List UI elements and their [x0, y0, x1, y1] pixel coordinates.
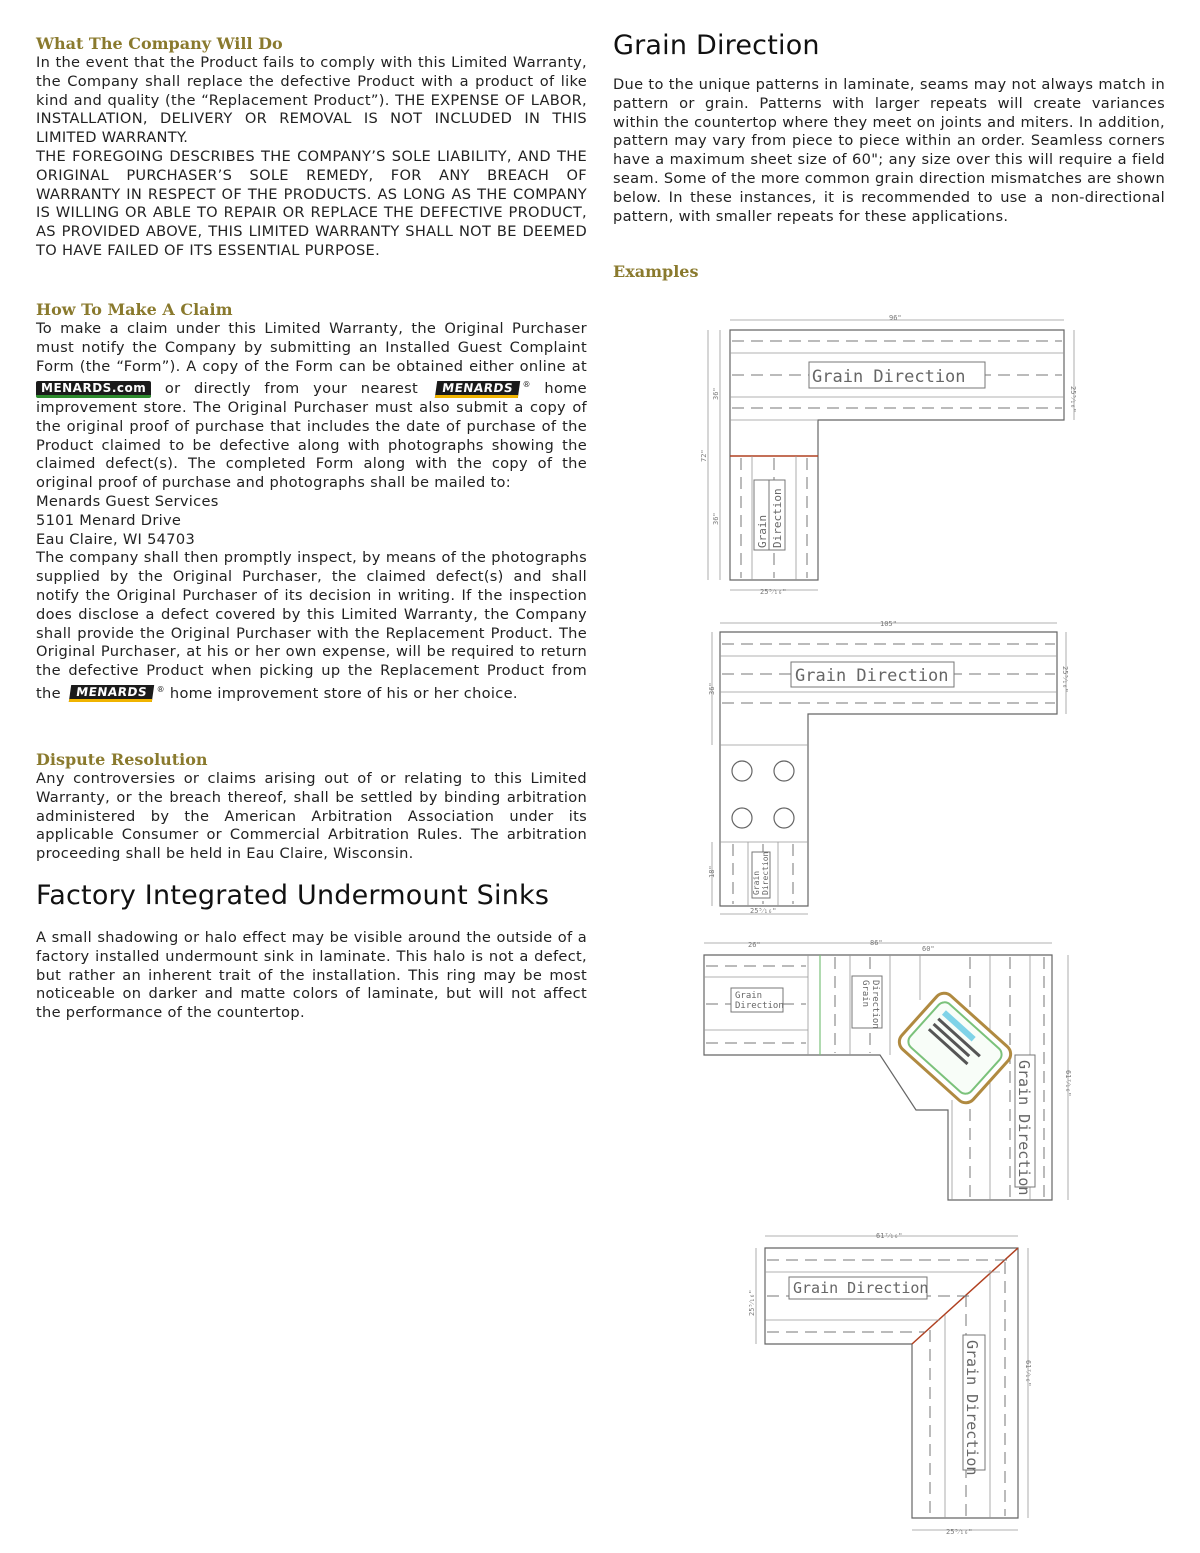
dimension-label: 61⁷⁄₁₆"	[1064, 1070, 1072, 1097]
company-paragraph-2: THE FOREGOING DESCRIBES THE COMPANY’S SOLE LIABILITY, AND THE ORIGINAL PURCHASER’S SOLE REMEDY, FOR ANY BREACH OF WARRANTY IN RESPECT OF THE PRODUCTS. AS LONG AS THE COMPANY IS WILLING OR ABLE TO REPAIR OR REPLACE THE DEFECTIVE PRODUCT, AS PROVIDED ABOVE, THIS LIMITED WARRANTY SHALL NOT BE DEEMED TO HAVE FAILED OF ITS ESSENTIAL PURPOSE.	[36, 147, 587, 259]
dimension-label: 25⁵⁄₁₆"	[748, 1289, 756, 1316]
grain-direction-label: Grain	[752, 870, 761, 895]
sinks-heading: Factory Integrated Undermount Sinks	[36, 880, 550, 911]
dimension-label: 61⁷⁄₁₆"	[1024, 1360, 1032, 1387]
company-heading: What The Company Will Do	[36, 34, 283, 53]
address-line-3: Eau Claire, WI 54703	[36, 530, 196, 548]
dimension-label: 25⁵⁄₁₆"	[946, 1528, 973, 1536]
claim-text-d: The company shall then promptly inspect, by means of the photographs supplied by the Original Purchaser, the claimed defect(s) and shall notify the Original Purchaser of its decision in writing. If the inspection does disclose a defect covered by this Limited Warranty, the Company shall provide the Original Purchaser with the Replacement Product. The Original Purchaser, at his or her own expense, will be required to return the defective Product when picking up the Replacement Product from the	[36, 549, 587, 702]
dimension-label: 61⁷⁄₁₆"	[876, 1232, 903, 1240]
grain-heading: Grain Direction	[613, 30, 820, 61]
diagram-1	[700, 314, 1077, 596]
grain-paragraph: Due to the unique patterns in laminate, seams may not always match in pattern or grain. Patterns with larger repeats will create variances within the countertop where they meet on joints and miters. In addition, pattern may vary from piece to piece within an order. Seamless corners have a maximum sheet size of 60"; any size over this will require a field seam. Some of the more common grain direction mismatches are shown below. In these instances, it is recommended to use a non-directional pattern, with smaller repeats for these applications.	[613, 76, 1165, 225]
sink-bowl	[895, 989, 1015, 1107]
dimension-label: 25⁵⁄₁₆"	[1061, 666, 1069, 693]
grain-direction-label: Direction	[771, 488, 784, 548]
dimension-label: 26"	[748, 941, 761, 949]
address-line-1: Menards Guest Services	[36, 493, 219, 511]
dimension-label: 96"	[889, 314, 902, 322]
grain-direction-label: Grain Direction	[795, 666, 949, 686]
claim-heading: How To Make A Claim	[36, 300, 233, 319]
sinks-paragraph: A small shadowing or halo effect may be visible around the outside of a factory installed undermount sink in laminate. This halo is not a defect, but rather an inherent trait of the installation. This ring may be most noticeable on darker and matte colors of laminate, but will not affect the performance of the countertop.	[36, 929, 587, 1022]
dimension-label: 86"	[870, 939, 883, 947]
dimension-label: 60"	[922, 945, 935, 953]
examples-heading: Examples	[613, 262, 699, 281]
dimension-label: 18"	[708, 865, 716, 878]
grain-direction-label: Grain Direction	[1015, 1060, 1033, 1196]
menards-logo: MENARDS	[434, 381, 519, 398]
dimension-label: 36"	[708, 682, 716, 695]
menards-logo: MENARDS	[69, 685, 154, 702]
dimension-label: 25⁵⁄₁₆"	[760, 588, 787, 596]
menards-com-logo: MENARDS.com	[36, 381, 151, 398]
dimension-label: 25⁵⁄₁₆"	[750, 907, 777, 915]
dimension-label: 36"	[712, 387, 720, 400]
grain-direction-label: Direction	[735, 1001, 784, 1011]
diagram-3	[704, 939, 1072, 1200]
claim-text-a: To make a claim under this Limited Warranty, the Original Purchaser must notify the Company by submitting an Installed Guest Complaint Form (the “Form”). A copy of the Form can be obtained either online at	[36, 320, 587, 375]
claim-text-b: or directly from your nearest	[164, 380, 419, 398]
grain-direction-label: Direction	[870, 980, 880, 1029]
dimension-label: 105"	[880, 620, 897, 628]
grain-direction-label: Direction	[761, 851, 770, 895]
dimension-label: 36"	[712, 512, 720, 525]
grain-direction-label: Grain Direction	[793, 1279, 929, 1297]
diagram-4	[748, 1232, 1032, 1536]
dispute-heading: Dispute Resolution	[36, 750, 208, 769]
grain-direction-label: Grain Direction	[963, 1340, 981, 1476]
dimension-label: 25⁵⁄₁₆"	[1069, 386, 1077, 413]
grain-direction-label: Grain	[860, 980, 870, 1008]
grain-direction-label: Grain Direction	[812, 367, 966, 387]
dimension-label: 72"	[700, 449, 708, 462]
registered-mark: ®	[156, 685, 165, 694]
registered-mark: ®	[522, 380, 531, 390]
claim-text-c: home improvement store. The Original Purchaser must also submit a copy of the original proof of purchase that includes the date of purchase of the Product claimed to be defective along with photographs showing the claimed defect(s). The completed Form along with the copy of the original proof of purchase and photographs shall be mailed to:	[36, 380, 587, 492]
claim-text-e: home improvement store of his or her choice.	[169, 684, 518, 702]
company-paragraph-1: In the event that the Product fails to comply with this Limited Warranty, the Company shall replace the defective Product with a product of like kind and quality (the “Replacement Product”). THE EXPENSE OF LABOR, INSTALLATION, DELIVERY OR REMOVAL IS NOT INCLUDED IN THIS LIMITED WARRANTY.	[36, 54, 587, 147]
dispute-paragraph: Any controversies or claims arising out of or relating to this Limited Warranty, or the breach thereof, shall be settled by binding arbitration administered by the American Arbitration Association under its applicable Consumer or Commercial Arbitration Rules. The arbitration proceeding shall be held in Eau Claire, Wisconsin.	[36, 770, 587, 863]
grain-direction-label: Grain	[756, 514, 769, 548]
address-line-2: 5101 Menard Drive	[36, 511, 182, 529]
diagram-2	[708, 620, 1069, 915]
grain-direction-label: Grain	[735, 991, 763, 1001]
